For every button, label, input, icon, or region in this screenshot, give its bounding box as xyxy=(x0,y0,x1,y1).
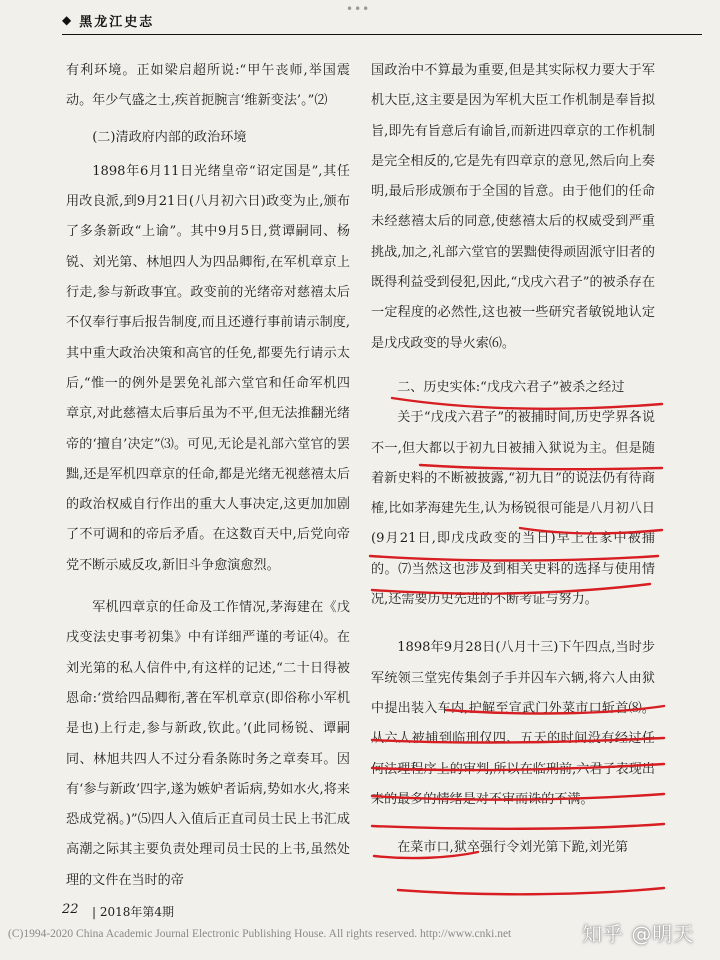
annotation-underline xyxy=(398,888,664,894)
journal-header xyxy=(62,8,154,32)
paragraph: 在菜市口,狱卒强行令刘光第下跪,刘光第 xyxy=(397,840,629,856)
issue-label: | 2018年第4期 xyxy=(92,905,175,919)
zhihu-watermark: 知乎 @明天 xyxy=(582,922,695,946)
paragraph: 军机四章京的任命及工作情况,茅海建在《戊戌变法史事考初集》中有详细严谨的考证⑷。在刘光第的私人信件中,有这样的记述,“二十日得被恩命:‘赏给四品卿衔,著在军机章京(即俗称小军机是也)上行走,参与新政,钦此。’(此同杨锐、谭嗣同、林旭共四人不过分看条陈时务之章奏耳。因有‘参与新政’四字,遂为嫉妒者诟病,势如水火,将来恐成党祸。)”⑸四人入值后正直司员士民上书汇成高潮之际其主要负责处理司员士民的上书,虽然处理的文件在当时的帝 xyxy=(66,600,350,888)
copyright-line: (C)1994-2020 China Academic Journal Electronic Publishing House. All rights reserved. http://www.cnki.net xyxy=(8,928,512,940)
right-column xyxy=(371,56,655,863)
header-rule xyxy=(62,34,702,35)
paragraph: 有利环境。正如梁启超所说:“甲午丧师,举国震动。年少气盛之士,疾首扼腕言‘维新变法’。”⑵ xyxy=(66,63,350,109)
paragraph: 1898年9月28日(八月十三)下午四点,当时步军统领三堂宪传集刽子手并囚车六辆,将六人由狱中提出装入车内,护解至宣武门外菜市口斩首⑻。从六人被捕到临刑仅四、五天的时间没有经过任何法理程序上的审判,所以在临刑前,六君子表现出来的最多的情绪是对不审而诛的不满。 xyxy=(371,640,655,807)
page-number: 22 xyxy=(62,902,79,917)
journal-title: 黑龙江史志 xyxy=(79,14,155,30)
section-heading: 二、历史实体:“戊戌六君子”被杀之经过 xyxy=(397,379,625,395)
diamond-icon: ◆ xyxy=(62,13,74,27)
paragraph: 关于“戊戌六君子”的被捕时间,历史学界各说不一,但大都以于初九日被捕入狱说为主。但是随着新史料的不断被披露,“初九日”的说法仍有待商榷,比如茅海建先生,认为杨锐很可能是八月初八日(9月21日,即戊戌政变的当日)早上在家中被捕的。⑺当然这也涉及到相关史料的选择与使用情况,还需要历史先进的不断考证与努力。 xyxy=(371,410,655,608)
paragraph: 国政治中不算最为重要,但是其实际权力要大于军机大臣,这主要是因为军机大臣工作机制是奉旨拟旨,即先有旨意后有谕旨,而新进四章京的工作机制是完全相反的,它是先有四章京的意见,然后向上奏明,最后形成颁布于全国的旨意。由于他们的任命未经慈禧太后的同意,使慈禧太后的权威受到严重挑战,加之,礼部六堂官的罢黜使得顽固派守旧者的既得利益受到侵犯,因此,“戊戌六君子”的被杀存在一定程度的必然性,这也被一些研究者敏锐地认定是戊戌政变的导火索⑹。 xyxy=(371,63,655,351)
paragraph: 1898年6月11日光绪皇帝“诏定国是”,其任用改良派,到9月21日(八月初六日)政变为止,颁布了多条新政“上谕”。其中9月5日,赏谭嗣同、杨锐、刘光第、林旭四人为四品卿衔,在军机章京上行走,参与新政事宜。政变前的光绪帝对慈禧太后不仅奉行事后报告制度,而且还遵行事前请示制度,其中重大政治决策和高官的任免,都要先行请示太后,“惟一的例外是罢免礼部六堂官和任命军机四章京,对此慈禧太后事后虽为不平,但无法推翻光绪帝的‘擅自’决定”⑶。可见,无论是礼部六堂官的罢黜,还是军机四章京的任命,都是光绪无视慈禧太后的政治权威自行作出的重大人事决定,这更加加剧了不可调和的帝后矛盾。在这数百天中,后党向帝党不断示威反攻,新旧斗争愈演愈烈。 xyxy=(66,163,350,573)
left-column xyxy=(66,56,350,896)
subsection-heading: (二)清政府内部的政治环境 xyxy=(92,129,247,145)
more-options-dots[interactable]: ••• xyxy=(346,2,371,16)
